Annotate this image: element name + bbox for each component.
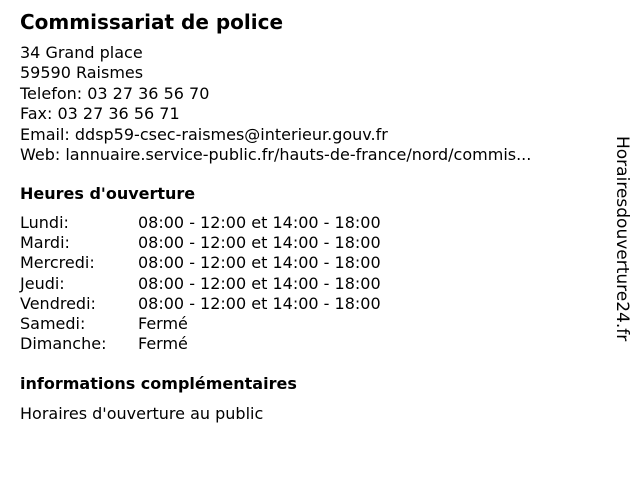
additional-info-heading: informations complémentaires bbox=[20, 374, 297, 393]
hours-row-monday bbox=[20, 213, 381, 233]
opening-hours-heading: Heures d'ouverture bbox=[20, 184, 196, 203]
hours-row-wednesday bbox=[20, 253, 381, 273]
day-label: Vendredi: bbox=[20, 293, 96, 313]
day-label: Mercredi: bbox=[20, 253, 95, 273]
day-hours: 08:00 - 12:00 et 14:00 - 18:00 bbox=[138, 213, 381, 232]
hours-row-tuesday bbox=[20, 233, 381, 253]
web-link[interactable]: lannuaire.service-public.fr/hauts-de-france/nord/commis... bbox=[65, 145, 532, 165]
day-label: Mardi: bbox=[20, 233, 70, 253]
hours-row-friday bbox=[20, 294, 381, 314]
page-title: Commissariat de police bbox=[20, 10, 284, 34]
phone-number: Telefon: 03 27 36 56 70 bbox=[20, 83, 210, 103]
day-label: Dimanche: bbox=[20, 334, 107, 354]
day-hours: 08:00 - 12:00 et 14:00 - 18:00 bbox=[138, 273, 381, 293]
fax-number: Fax: 03 27 36 56 71 bbox=[20, 104, 180, 124]
email-link[interactable]: ddsp59-csec-raismes@interieur.gouv.fr bbox=[74, 124, 388, 144]
email-row bbox=[20, 125, 531, 145]
day-hours: 08:00 - 12:00 et 14:00 - 18:00 bbox=[138, 253, 381, 273]
day-hours: Fermé bbox=[138, 314, 188, 334]
day-hours: 08:00 - 12:00 et 14:00 - 18:00 bbox=[138, 293, 381, 313]
web-row bbox=[20, 145, 531, 165]
day-label: Jeudi: bbox=[20, 273, 65, 293]
web-label: Web: bbox=[20, 145, 66, 165]
day-hours: 08:00 - 12:00 et 14:00 - 18:00 bbox=[138, 233, 381, 253]
hours-row-saturday bbox=[20, 314, 381, 334]
day-label: Lundi: bbox=[20, 213, 69, 232]
hours-row-sunday bbox=[20, 334, 381, 354]
day-label: Samedi: bbox=[20, 314, 86, 334]
day-hours: Fermé bbox=[138, 334, 188, 354]
opening-hours-table bbox=[20, 213, 381, 354]
email-label: Email: bbox=[20, 124, 75, 144]
additional-info-text: Horaires d'ouverture au public bbox=[20, 404, 264, 423]
hours-row-thursday bbox=[20, 274, 381, 294]
address-city: 59590 Raismes bbox=[20, 63, 144, 83]
address-street: 34 Grand place bbox=[20, 43, 143, 62]
site-watermark: Horairesdouverture24.fr bbox=[612, 136, 632, 342]
contact-block bbox=[20, 43, 531, 165]
